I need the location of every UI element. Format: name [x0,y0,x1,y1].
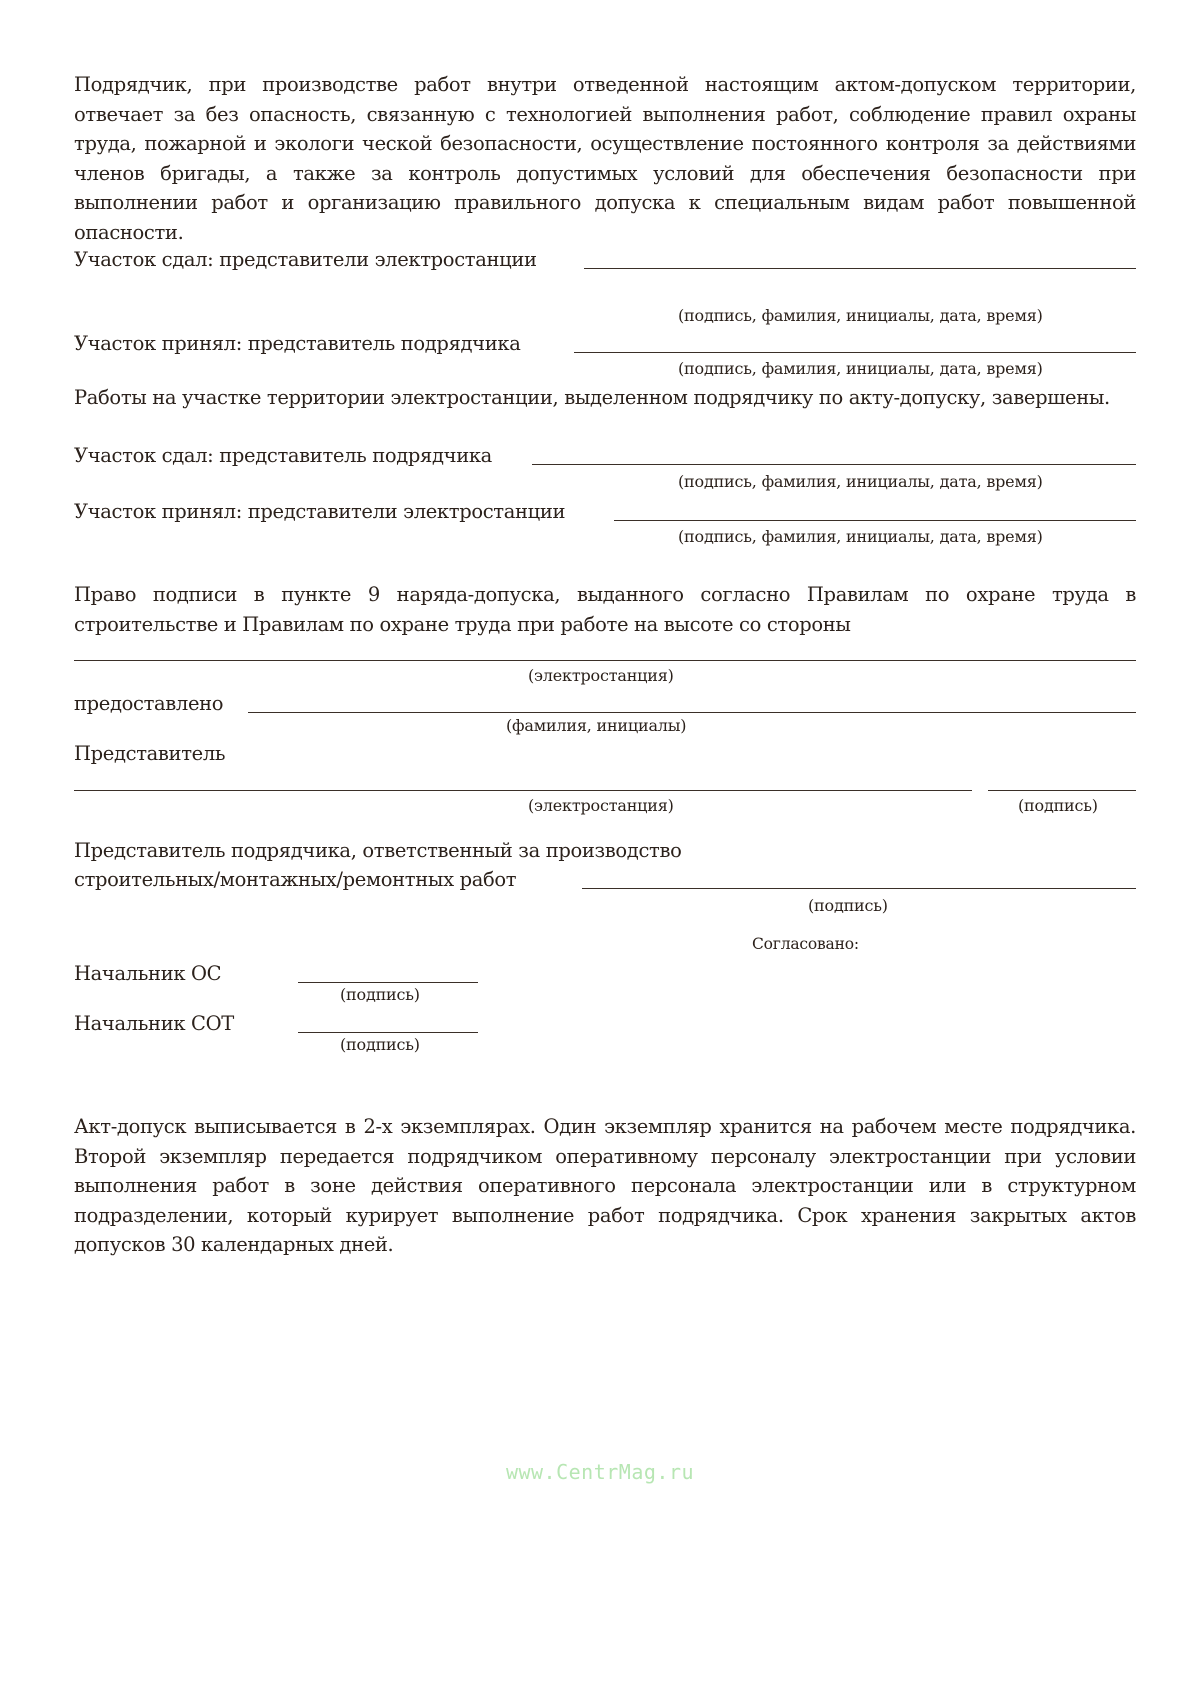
closing-paragraph: Акт-допуск выписывается в 2-х экземплярах. Один экземпляр хранится на рабочем месте подрядчика. Второй экземпляр передается подрядчиком оперативному персоналу электростанции при условии выполнения работ в зоне действия оперативного персонала электростанции или в структурном подразделении, который курирует выполнение работ подрядчика. Срок хранения закрытых актов допусков 30 календарных дней. [74,1115,1136,1256]
station-name-line[interactable] [74,660,1136,661]
approval-label-os: Начальник ОС [74,962,222,985]
contractor-rep-signature-line[interactable] [582,888,1136,889]
accepted-by-contractor-label: Участок принял: представитель подрядчика [74,332,521,355]
signature-line-handed-station[interactable] [584,268,1136,269]
granted-name-line[interactable] [248,712,1136,713]
representative-label: Представитель [74,742,226,765]
station-caption: (электростанция) [528,666,674,685]
representative-signature-line[interactable] [988,790,1136,791]
handed-over-by-contractor-label: Участок сдал: представитель подрядчика [74,444,492,467]
signature-caption: (подпись, фамилия, инициалы, дата, время) [678,306,1043,325]
contractor-rep-label-line1: Представитель подрядчика, ответственный за производство [74,839,682,862]
contractor-rep-label-line2: строительных/монтажных/ремонтных работ [74,868,517,891]
approval-label-sot: Начальник СОТ [74,1012,234,1035]
handed-over-by-station-label: Участок сдал: представители электростанции [74,248,537,271]
signature-caption: (подпись) [340,1035,420,1054]
signature-caption: (подпись) [1018,796,1098,815]
granted-label: предоставлено [74,692,224,715]
signature-line-handed-contractor[interactable] [532,464,1136,465]
approval-signature-line-sot[interactable] [298,1032,478,1033]
signing-right-paragraph: Право подписи в пункте 9 наряда-допуска, выданного согласно Правилам по охране труда в строительстве и Правилам по охране труда при работе на высоте со стороны [74,583,1136,636]
accepted-by-station-label: Участок принял: представители электростанции [74,500,566,523]
intro-paragraph: Подрядчик, при производстве работ внутри отведенной настоящим актом-допуском территории, отвечает за без опасность, связанную с технологией выполнения работ, соблюдение правил охраны труда, пожарной и экологи ческой безопасности, осуществление постоянного контроля за действиями членов бригады, а также за контроль допустимых условий для обеспечения безопасности при выполнении работ и организацию правильного допуска к специальным видам работ повышенной опасности. [74,73,1136,244]
signature-line-accepted-station[interactable] [614,520,1136,521]
representative-station-line[interactable] [74,790,972,791]
agreed-label: Согласовано: [752,935,859,953]
name-initials-caption: (фамилия, инициалы) [506,716,687,735]
completion-paragraph: Работы на участке территории электростанции, выделенном подрядчику по акту-допуску, завершены. [74,386,1110,409]
signature-caption: (подпись) [808,896,888,915]
signature-caption: (подпись, фамилия, инициалы, дата, время) [678,527,1043,546]
watermark: www.CentrMag.ru [505,1460,695,1484]
signature-caption: (подпись, фамилия, инициалы, дата, время) [678,472,1043,491]
signature-line-accepted-contractor[interactable] [574,352,1136,353]
signature-caption: (подпись) [340,985,420,1004]
signature-caption: (подпись, фамилия, инициалы, дата, время) [678,359,1043,378]
approval-signature-line-os[interactable] [298,982,478,983]
station-caption: (электростанция) [528,796,674,815]
